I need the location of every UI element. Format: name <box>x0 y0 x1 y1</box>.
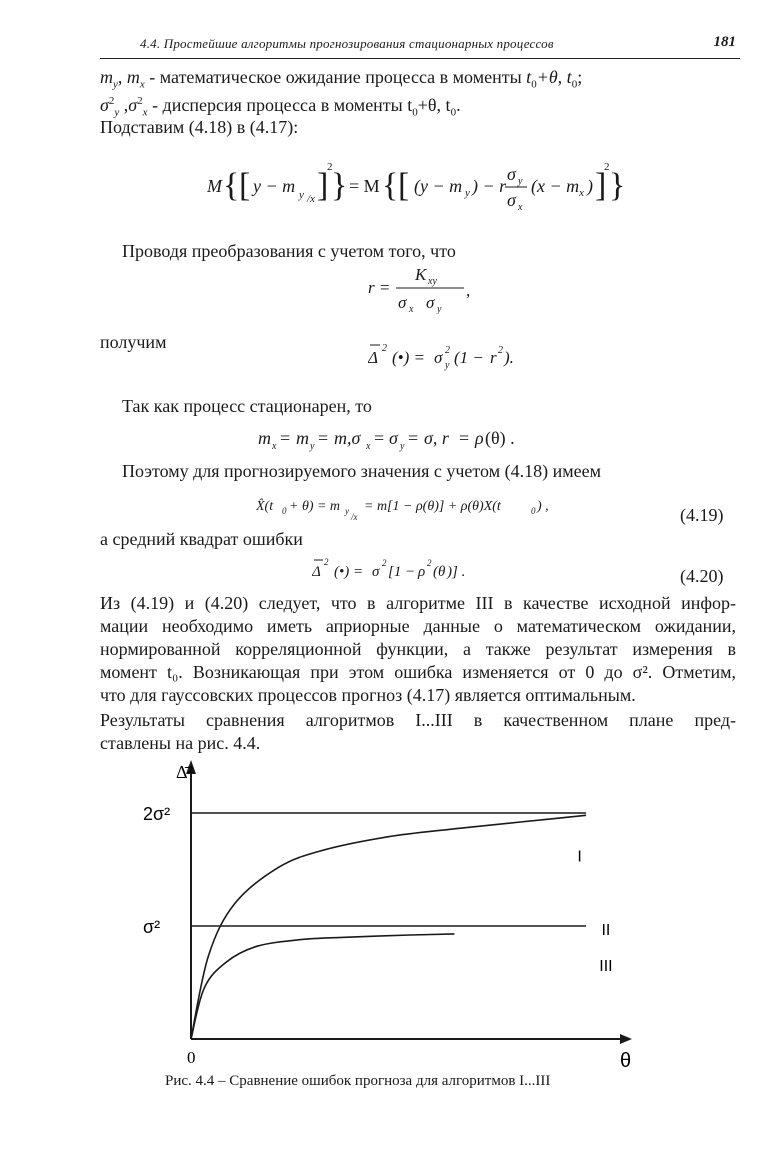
svg-text:m,σ: m,σ <box>334 428 361 448</box>
svg-text:=: = <box>459 428 470 448</box>
paragraph-line-5: что для гауссовских процессов прогноз (4.17) является оптимальным. <box>100 685 636 705</box>
svg-text:y: y <box>400 441 405 452</box>
svg-text:y: y <box>345 506 349 516</box>
svg-text:(: ( <box>433 564 438 580</box>
svg-text:2: 2 <box>498 345 503 356</box>
svg-text:y: y <box>437 304 442 314</box>
formula-delta-r <box>368 337 538 371</box>
paragraph-line-4: момент t₀. Возникающая при этом ошибка изменяется от 0 до σ². Отметим, <box>100 662 736 682</box>
running-title: 4.4. Простейшие алгоритмы прогнозирования стационарных процессов <box>140 36 554 51</box>
svg-text:x: x <box>366 441 371 452</box>
equation-number-4-19: (4.19) <box>680 505 724 525</box>
formula-r <box>368 262 478 314</box>
paragraph2-line-1: Результаты сравнения алгоритмов I...III в качественном плане пред- <box>100 710 736 730</box>
svg-text:(•) =: (•) = <box>392 348 425 367</box>
y-tick-label: 2σ² <box>143 804 171 824</box>
svg-text:2: 2 <box>427 558 432 568</box>
formula-4-19 <box>256 490 576 526</box>
svg-text:Δ: Δ <box>368 348 378 367</box>
svg-text:m: m <box>296 428 309 448</box>
svg-text:K: K <box>415 265 427 284</box>
figure-4-4-chart <box>140 752 660 1072</box>
x-tick-label: 0 <box>187 1048 196 1067</box>
series-label-i: I <box>577 848 582 866</box>
svg-text:y: y <box>445 360 450 371</box>
svg-text:σ: σ <box>426 293 435 312</box>
y-axis-label: Δ̄² <box>176 762 193 782</box>
svg-text:ρ: ρ <box>418 564 426 580</box>
svg-text:y: y <box>465 187 470 199</box>
series-line-iii <box>191 934 454 1039</box>
svg-text:]: ] <box>317 167 329 204</box>
substitute-text: Подставим (4.18) в (4.17): <box>100 117 299 137</box>
svg-text:=: = <box>318 428 329 448</box>
transform-text: Проводя преобразования с учетом того, что <box>122 241 456 261</box>
formula-stationary <box>258 420 558 454</box>
stationary-text: Так как процесс стационарен, то <box>122 396 372 416</box>
svg-text:0: 0 <box>282 506 287 516</box>
svg-text:2: 2 <box>382 343 387 354</box>
svg-text:x: x <box>579 187 584 199</box>
svg-text:y: y <box>518 176 523 187</box>
svg-text:y: y <box>310 441 315 452</box>
equation-number-4-20: (4.20) <box>680 566 724 586</box>
svg-text:}: } <box>331 167 348 204</box>
svg-text:θ: θ <box>438 564 446 580</box>
svg-text:2: 2 <box>604 161 610 173</box>
svg-text:) ,: ) , <box>537 499 549 514</box>
definition-variance: $\sigma^2_y$ $,\sigma^2_x$ - дисперсия процесса в моменты $t_0+\theta$, $t_0$. <box>100 95 461 119</box>
svg-text:(θ) .: (θ) . <box>485 428 515 448</box>
svg-text:y: y <box>299 189 304 201</box>
svg-text:2: 2 <box>327 161 333 173</box>
paragraph2-line-2: ставлены на рис. 4.4. <box>100 733 261 753</box>
formula-4-20 <box>312 552 502 586</box>
svg-text:σ, r: σ, r <box>424 428 449 448</box>
svg-text:=: = <box>374 428 385 448</box>
paragraph-line-1: Из (4.19) и (4.20) следует, что в алгоритме III в качестве исходной инфор- <box>100 593 736 613</box>
svg-text:(1 −: (1 − <box>454 348 484 367</box>
formula-main <box>207 150 627 225</box>
svg-text:= M: = M <box>349 176 380 196</box>
svg-text:(y − m: (y − m <box>414 176 463 196</box>
svg-text:}: } <box>609 167 626 204</box>
svg-text:2: 2 <box>382 558 387 568</box>
svg-text:σ: σ <box>434 348 443 367</box>
svg-text:(•) =: (•) = <box>334 564 364 580</box>
mean-square-text: а средний квадрат ошибки <box>100 529 303 549</box>
therefore-text: Поэтому для прогнозируемого значения с учетом (4.18) имеем <box>122 461 601 481</box>
svg-text:m: m <box>258 428 271 448</box>
svg-text:+ θ) = m: + θ) = m <box>289 499 341 514</box>
page-number: 181 <box>713 34 736 50</box>
paragraph-line-3: нормированной корреляционной функции, а также результат измерения в <box>100 639 736 659</box>
series-line-i <box>191 815 586 1039</box>
svg-text:X̂(t: X̂(t <box>256 499 274 514</box>
svg-text:σ: σ <box>507 164 516 184</box>
svg-text:σ: σ <box>389 428 398 448</box>
figure-caption: Рис. 4.4 – Сравнение ошибок прогноза для алгоритмов I...III <box>165 1073 551 1089</box>
series-label-ii: II <box>601 922 611 940</box>
svg-text:[: [ <box>398 167 410 204</box>
svg-text:=: = <box>280 428 291 448</box>
svg-text:2: 2 <box>324 557 329 567</box>
svg-text:xy: xy <box>428 276 437 287</box>
x-axis-label: θ <box>620 1050 632 1072</box>
series-label-iii: III <box>599 958 613 976</box>
y-tick-label: σ² <box>143 917 161 937</box>
svg-text:y − m: y − m <box>253 176 296 196</box>
svg-text:).: ). <box>504 348 514 367</box>
svg-text:r =: r = <box>368 278 391 297</box>
svg-text:/x: /x <box>307 193 315 205</box>
svg-text:ρ: ρ <box>475 428 484 448</box>
svg-text:/x: /x <box>351 512 358 522</box>
svg-text:2: 2 <box>445 345 450 356</box>
svg-text:r: r <box>490 348 497 367</box>
svg-text:)] .: )] . <box>447 564 466 580</box>
paragraph-line-2: мации необходимо иметь априорные данные о математическом ожидании, <box>100 616 736 636</box>
svg-text:[: [ <box>239 167 251 204</box>
running-header <box>100 34 740 59</box>
svg-text:x: x <box>518 202 523 213</box>
svg-text:σ: σ <box>398 293 407 312</box>
svg-text:[1 −: [1 − <box>388 564 416 580</box>
svg-text:0: 0 <box>531 506 536 516</box>
svg-text:= m[1 − ρ(θ)] + ρ(θ)X(t: = m[1 − ρ(θ)] + ρ(θ)X(t <box>364 499 501 514</box>
svg-text:=: = <box>408 428 419 448</box>
svg-text:M: M <box>207 176 222 196</box>
svg-text:) − r: ) − r <box>472 176 507 196</box>
definition-mean: $m_y$, $m_x$ - математическое ожидание процесса в моменты $t_0+\theta$, $t_0$; <box>100 67 583 91</box>
svg-text:x: x <box>272 441 277 452</box>
svg-text:{: { <box>382 167 399 204</box>
x-axis-arrow <box>620 1034 632 1044</box>
svg-text:σ: σ <box>507 190 516 210</box>
svg-text:,: , <box>466 281 471 300</box>
svg-text:(x − m: (x − m <box>531 176 580 196</box>
svg-text:): ) <box>587 176 593 196</box>
svg-text:]: ] <box>595 167 607 204</box>
svg-text:{: { <box>223 167 240 204</box>
svg-text:x: x <box>409 304 414 314</box>
obtain-text: получим <box>100 332 167 352</box>
svg-text:σ: σ <box>372 564 380 580</box>
svg-text:Δ: Δ <box>312 564 321 580</box>
